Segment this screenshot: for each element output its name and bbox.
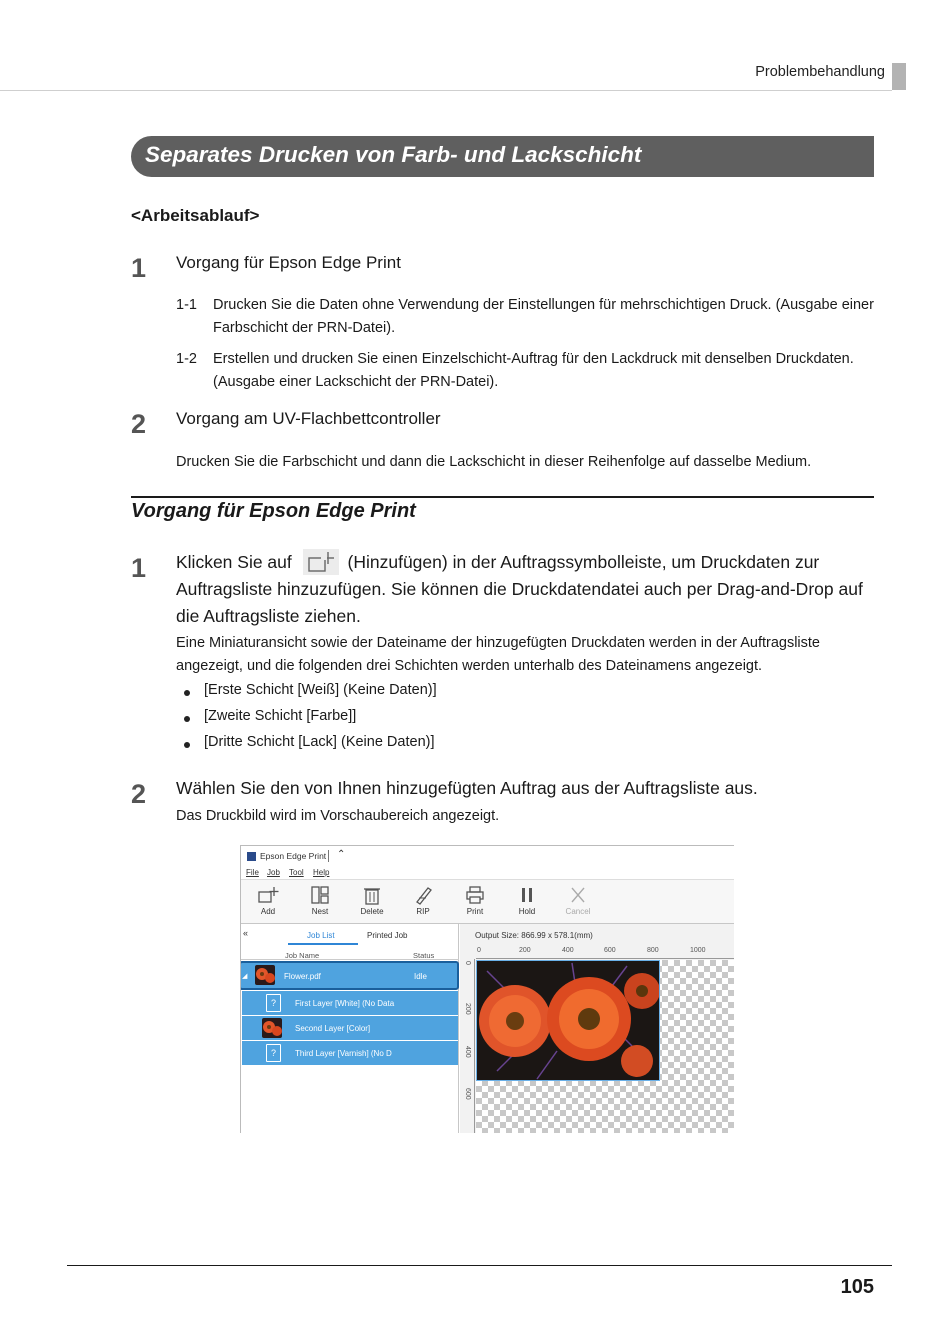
column-status[interactable]: Status bbox=[413, 951, 435, 960]
step-number: 2 bbox=[131, 779, 147, 809]
ruler-tick: 1000 bbox=[690, 947, 706, 954]
step-title: Vorgang für Epson Edge Print bbox=[176, 253, 401, 272]
pause-icon bbox=[507, 882, 547, 907]
step-detail: Das Druckbild wird im Vorschaubereich angezeigt. bbox=[176, 808, 500, 824]
trash-icon bbox=[352, 882, 392, 907]
header-tab-marker bbox=[892, 63, 906, 90]
bullet-text: [Zweite Schicht [Farbe]] bbox=[204, 708, 357, 724]
substep-item bbox=[176, 294, 876, 339]
add-button[interactable] bbox=[248, 882, 288, 916]
preview-canvas[interactable] bbox=[476, 960, 734, 1133]
ruler-tick: 0 bbox=[464, 961, 471, 965]
no-data-icon: ? bbox=[266, 1044, 281, 1062]
step-instruction bbox=[176, 549, 876, 630]
layer-row[interactable] bbox=[242, 991, 458, 1015]
job-toolbar bbox=[241, 880, 734, 924]
app-titlebar bbox=[241, 846, 734, 866]
rip-button[interactable] bbox=[403, 882, 443, 916]
instruction-text-after: (Hinzufügen) in der Auftragssymbolleiste, um Druckdaten zur Auftragsliste hinzuzufügen. Sie können die Druckdatendatei auch per Drag-and-Drop auf die Auftragsliste ziehen. bbox=[176, 552, 863, 626]
step-text: Drucken Sie die Farbschicht und dann die Lackschicht in dieser Reihenfolge auf dasselbe Medium. bbox=[176, 454, 812, 470]
job-list-header bbox=[241, 950, 459, 960]
active-tab-indicator bbox=[288, 943, 358, 945]
job-row[interactable] bbox=[240, 961, 459, 990]
toolbar-label: RIP bbox=[416, 907, 430, 916]
add-icon bbox=[248, 882, 288, 907]
collapse-ribbon-icon[interactable]: ⌃ bbox=[337, 849, 346, 860]
banner-title: Separates Drucken von Farb- und Lackschicht bbox=[145, 142, 642, 167]
workflow-heading: <Arbeitsablauf> bbox=[131, 206, 260, 225]
app-screenshot bbox=[240, 845, 734, 1133]
step-number: 1 bbox=[131, 553, 147, 583]
output-size: Output Size: 866.99 x 578.1(mm) bbox=[475, 931, 593, 940]
layer-name: Second Layer [Color] bbox=[295, 1024, 371, 1033]
print-preview-image bbox=[476, 960, 660, 1081]
printer-icon bbox=[455, 882, 495, 907]
column-job-name[interactable]: Job Name bbox=[285, 951, 320, 960]
menu-tool[interactable]: Tool bbox=[289, 868, 304, 877]
toolbar-label: Cancel bbox=[565, 907, 591, 916]
layer-name: First Layer [White] (No Data bbox=[295, 999, 395, 1008]
substep-number: 1-2 bbox=[176, 351, 197, 367]
hold-button[interactable] bbox=[507, 882, 547, 916]
ruler-tick: 200 bbox=[464, 1003, 471, 1015]
job-thumbnail bbox=[255, 965, 275, 985]
page-number: 105 bbox=[840, 1276, 874, 1298]
no-data-icon: ? bbox=[266, 994, 281, 1012]
nest-button[interactable] bbox=[300, 882, 340, 916]
rip-icon bbox=[403, 882, 443, 907]
section-banner bbox=[131, 136, 874, 177]
ruler-tick: 600 bbox=[464, 1088, 471, 1100]
menu-bar bbox=[241, 866, 734, 880]
menu-job[interactable]: Job bbox=[267, 868, 280, 877]
running-header: Problembehandlung bbox=[755, 64, 885, 80]
job-name: Flower.pdf bbox=[284, 972, 321, 981]
substep-text: Erstellen und drucken Sie einen Einzelschicht-Auftrag für den Lackdruck mit denselben Druckdaten. (Ausgabe einer Lackschicht der PRN-Datei). bbox=[213, 351, 854, 390]
footer-rule bbox=[67, 1265, 892, 1266]
layer-name: Third Layer [Varnish] (No D bbox=[295, 1049, 392, 1058]
step-title: Wählen Sie den von Ihnen hinzugefügten Auftrag aus der Auftragsliste aus. bbox=[176, 778, 758, 798]
tab-job-list[interactable]: Job List bbox=[307, 931, 335, 940]
bullet-item bbox=[184, 734, 435, 750]
menu-help[interactable]: Help bbox=[313, 868, 330, 877]
bullet-text: [Erste Schicht [Weiß] (Keine Daten)] bbox=[204, 682, 437, 698]
ruler-tick: 200 bbox=[519, 947, 531, 954]
bullet-item bbox=[184, 682, 437, 698]
job-tabs bbox=[241, 928, 459, 946]
vertical-ruler bbox=[460, 959, 475, 1133]
expand-icon[interactable]: ◢ bbox=[242, 973, 248, 980]
toolbar-label: Print bbox=[466, 907, 484, 916]
delete-button[interactable] bbox=[352, 882, 392, 916]
toolbar-label: Hold bbox=[518, 907, 536, 916]
step-number: 1 bbox=[131, 253, 147, 283]
toolbar-label: Delete bbox=[360, 907, 384, 916]
print-button[interactable] bbox=[455, 882, 495, 916]
ruler-tick: 400 bbox=[562, 947, 574, 954]
toolbar-label: Nest bbox=[311, 907, 329, 916]
app-logo-icon bbox=[247, 852, 256, 861]
instruction-text-before: Klicken Sie auf bbox=[176, 552, 292, 572]
add-icon bbox=[303, 549, 339, 575]
preview-panel bbox=[460, 924, 734, 1133]
bullet-item bbox=[184, 708, 356, 724]
step-number: 2 bbox=[131, 409, 147, 439]
horizontal-ruler bbox=[476, 947, 734, 959]
step-detail: Eine Miniaturansicht sowie der Dateiname der hinzugefügten Druckdaten werden in der Auftragsliste angezeigt, und die folgenden drei Schichten werden unterhalb des Dateinamens angezeigt. bbox=[176, 635, 820, 674]
step-title: Vorgang am UV-Flachbettcontroller bbox=[176, 409, 441, 428]
close-icon bbox=[558, 882, 598, 907]
collapse-panel-icon[interactable]: « bbox=[243, 928, 249, 938]
substep-number: 1-1 bbox=[176, 297, 197, 313]
ruler-tick: 400 bbox=[464, 1046, 471, 1058]
nest-icon bbox=[300, 882, 340, 907]
menu-file[interactable]: File bbox=[246, 868, 259, 877]
layer-row[interactable] bbox=[242, 1041, 458, 1065]
section-heading: Vorgang für Epson Edge Print bbox=[131, 500, 416, 522]
app-title: Epson Edge Print bbox=[260, 851, 327, 861]
ruler-tick: 800 bbox=[647, 947, 659, 954]
substep-item bbox=[176, 348, 876, 393]
layer-row[interactable] bbox=[242, 1016, 458, 1040]
toolbar-label: Add bbox=[260, 907, 276, 916]
tab-printed-job[interactable]: Printed Job bbox=[367, 931, 408, 940]
job-status: Idle bbox=[414, 972, 427, 981]
bullet-text: [Dritte Schicht [Lack] (Keine Daten)] bbox=[204, 734, 435, 750]
section-rule bbox=[131, 496, 874, 498]
layer-thumbnail bbox=[262, 1018, 282, 1038]
substep-text: Drucken Sie die Daten ohne Verwendung der Einstellungen für mehrschichtigen Druck. (Ausgabe einer Farbschicht der PRN-Datei). bbox=[213, 297, 874, 336]
ruler-tick: 600 bbox=[604, 947, 616, 954]
job-list-panel bbox=[241, 924, 459, 1133]
header-rule bbox=[0, 90, 892, 91]
cancel-button[interactable] bbox=[558, 882, 598, 916]
ruler-tick: 0 bbox=[477, 947, 481, 954]
